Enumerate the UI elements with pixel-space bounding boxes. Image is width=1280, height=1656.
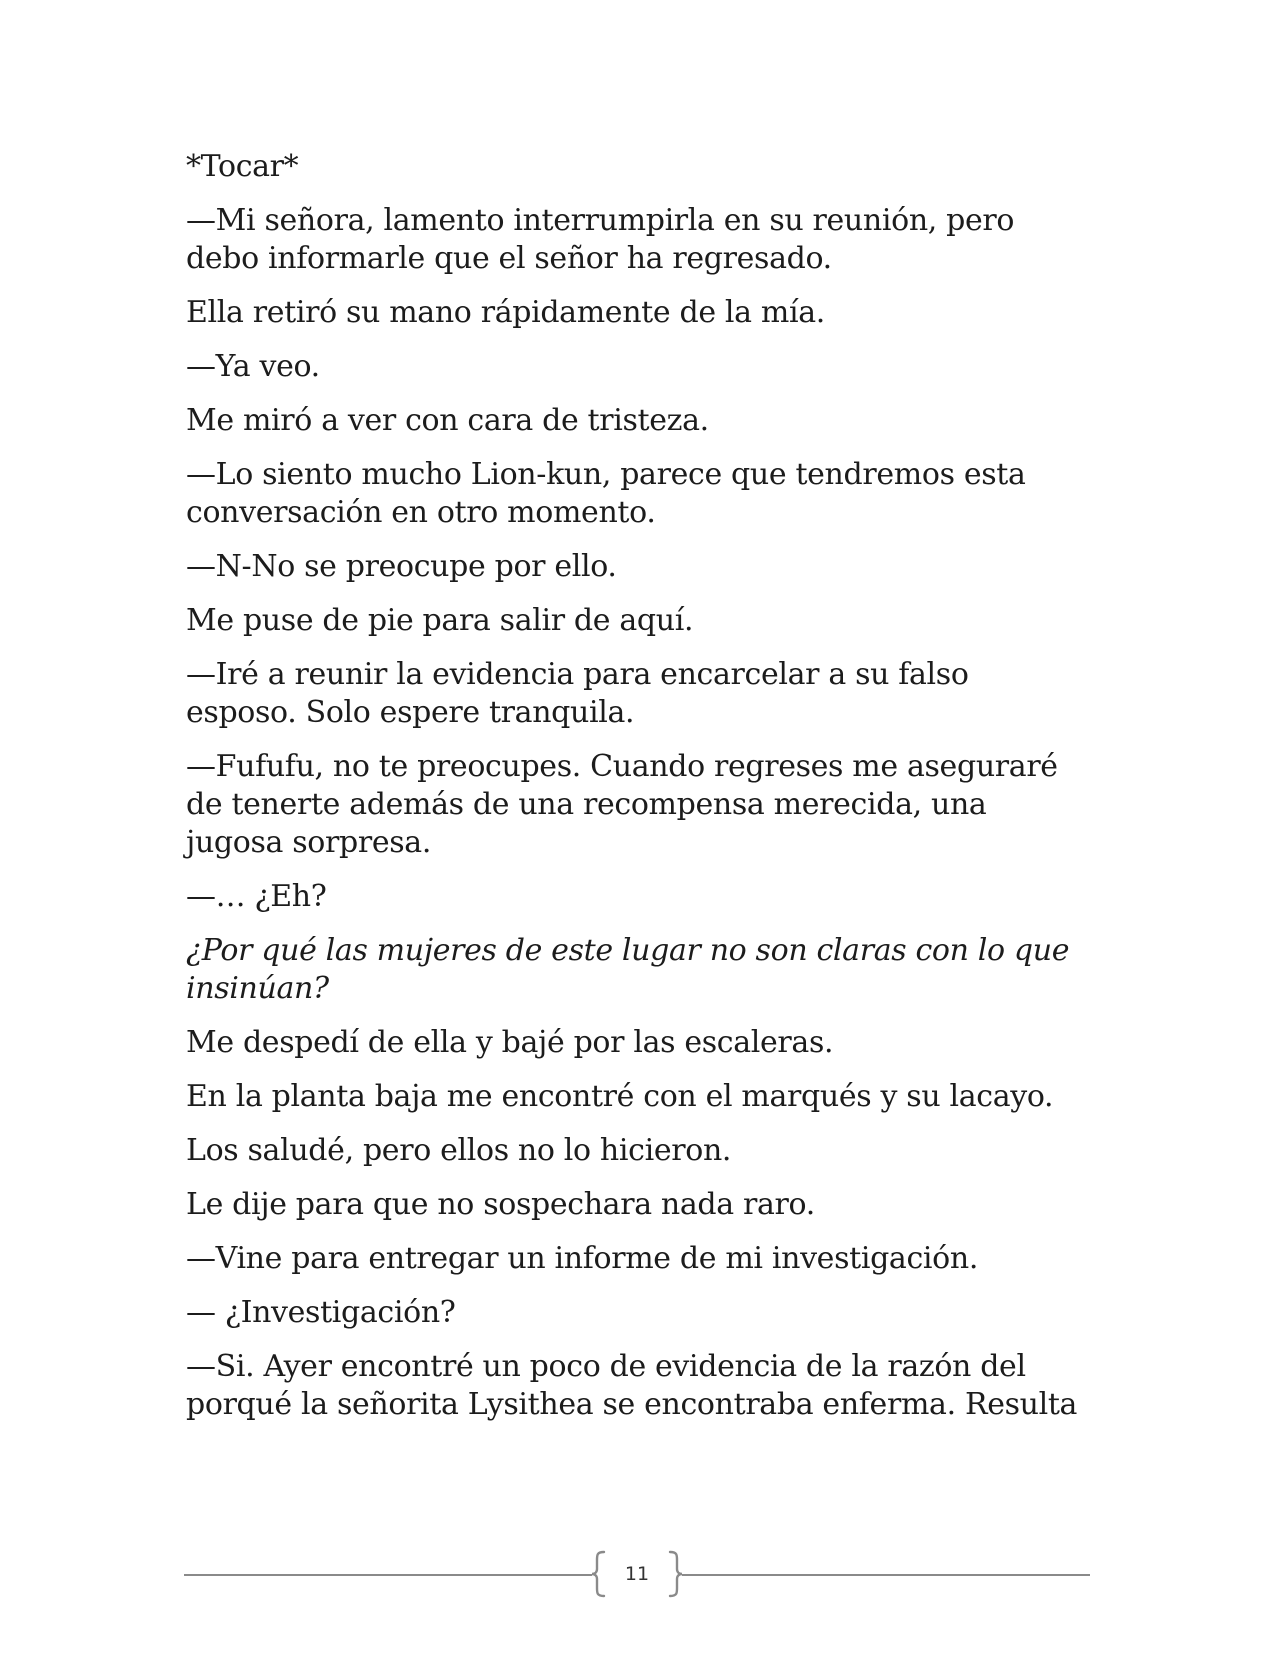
body-text [186,148,1086,1440]
paragraph-10: —Fufufu, no te preocupes. Cuando regreses me aseguraré de tenerte además de una recompensa merecida, una jugosa sorpresa. [186,749,1058,860]
paragraph-19: —Si. Ayer encontré un poco de evidencia de la razón del porqué la señorita Lysithea se encontraba enferma. Resulta [186,1349,1078,1422]
paragraph-16: Le dije para que no sospechara nada raro. [186,1187,815,1222]
paragraph-13: Me despedí de ella y bajé por las escaleras. [186,1025,834,1060]
paragraph-4: —Ya veo. [186,349,320,384]
paragraph-5: Me miró a ver con cara de tristeza. [186,403,709,438]
paragraph-15: Los saludé, pero ellos no lo hicieron. [186,1133,732,1168]
paragraph-6: —Lo siento mucho Lion-kun, parece que tendremos esta conversación en otro momento. [186,457,1026,530]
footer-rule-right [682,1574,1090,1576]
paragraph-7: —N-No se preocupe por ello. [186,549,617,584]
left-brace-icon [590,1550,608,1598]
page-footer [184,1548,1090,1602]
paragraph-9: —Iré a reunir la evidencia para encarcelar a su falso esposo. Solo espere tranquila. [186,657,969,730]
footer-rule-left [184,1574,592,1576]
page-number: 11 [624,1563,650,1585]
paragraph-14: En la planta baja me encontré con el marqués y su lacayo. [186,1079,1054,1114]
paragraph-8: Me puse de pie para salir de aquí. [186,603,694,638]
paragraph-11: —… ¿Eh? [186,879,327,914]
paragraph-17: —Vine para entregar un informe de mi investigación. [186,1241,979,1276]
paragraph-18: — ¿Investigación? [186,1295,456,1330]
paragraph-12-italic-thought: ¿Por qué las mujeres de este lugar no son claras con lo que insinúan? [186,933,1070,1006]
paragraph-1: *Tocar* [186,149,299,184]
paragraph-3: Ella retiró su mano rápidamente de la mía. [186,295,825,330]
paragraph-2: —Mi señora, lamento interrumpirla en su reunión, pero debo informarle que el señor ha regresado. [186,203,1015,276]
